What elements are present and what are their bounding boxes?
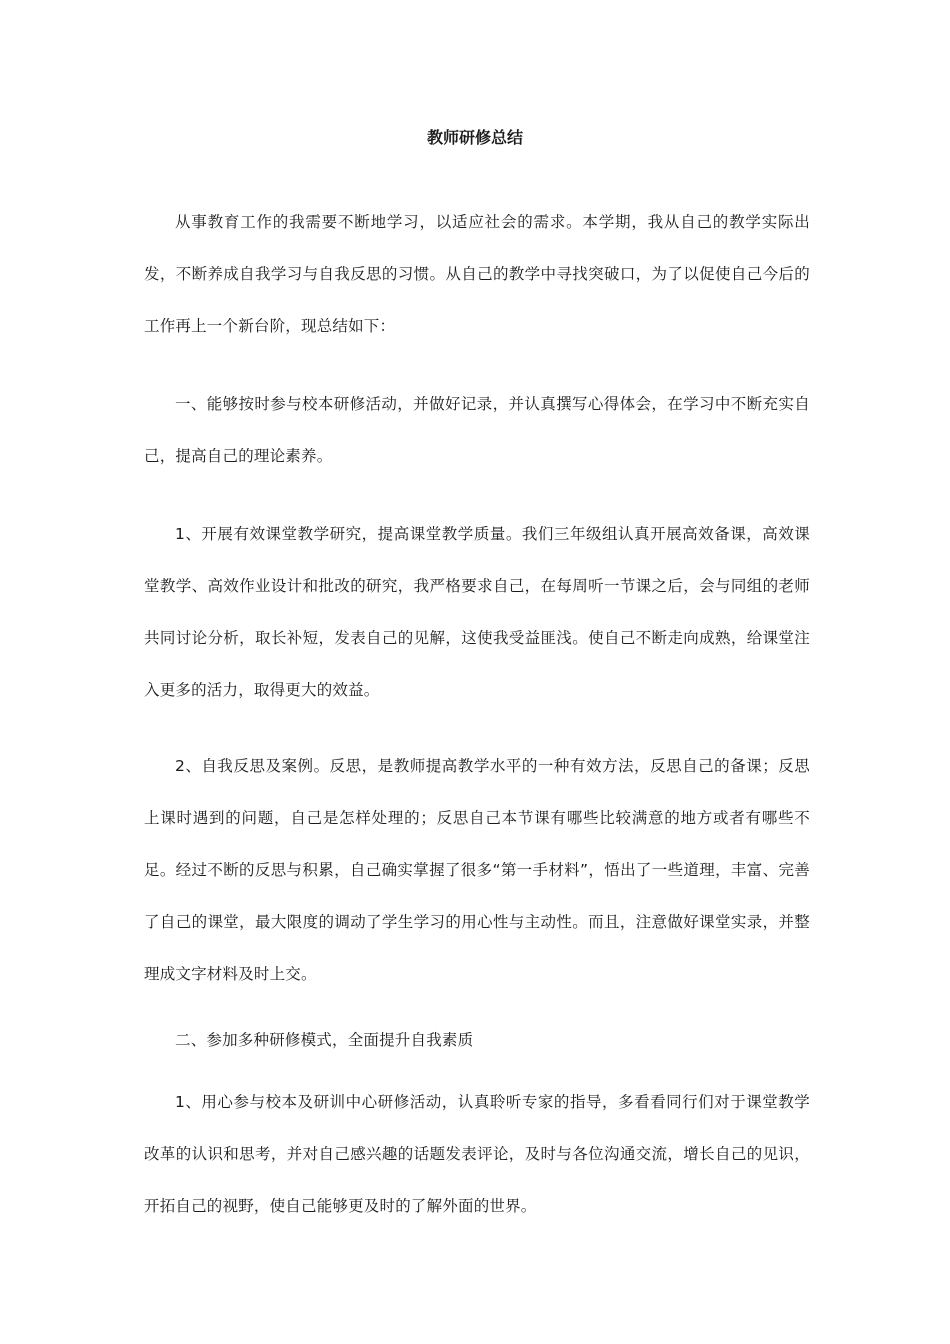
section-two-item-1-paragraph: 1、用心参与校本及研训中心研修活动，认真聆听专家的指导，多看看同行们对于课堂教学改革的认识和思考，并对自己感兴趣的话题发表评论，及时与各位沟通交流，增长自己的见识，开拓自己的视野，使自己能够更及时的了解外面的世界。 xyxy=(144,1093,810,1215)
section-one-item-1-paragraph: 1、开展有效课堂教学研究，提高课堂教学质量。我们三年级组认真开展高效备课，高效课堂教学、高效作业设计和批改的研究，我严格要求自己，在每周听一节课之后，会与同组的老师共同讨论分析，取长补短，发表自己的见解，这使我受益匪浅。使自己不断走向成熟，给课堂注入更多的活力，取得更大的效益。 xyxy=(144,525,810,699)
document-title: 教师研修总结 xyxy=(426,128,523,147)
section-one-item-2-paragraph: 2、自我反思及案例。反思，是教师提高教学水平的一种有效方法，反思自己的备课；反思上课时遇到的问题，自己是怎样处理的；反思自己本节课有哪些比较满意的地方或者有哪些不足。经过不断的反思与积累，自己确实掌握了很多“第一手材料”，悟出了一些道理，丰富、完善了自己的课堂，最大限度的调动了学生学习的用心性与主动性。而且，注意做好课堂实录，并整理成文字材料及时上交。 xyxy=(144,757,810,983)
section-one-heading-paragraph: 一、能够按时参与校本研修活动，并做好记录，并认真撰写心得体会，在学习中不断充实自己，提高自己的理论素养。 xyxy=(144,395,810,465)
intro-paragraph: 从事教育工作的我需要不断地学习，以适应社会的需求。本学期，我从自己的教学实际出发，不断养成自我学习与自我反思的习惯。从自己的教学中寻找突破口，为了以促使自己今后的工作再上一个新台阶，现总结如下： xyxy=(144,213,810,335)
section-two-heading: 二、参加多种研修模式，全面提升自我素质 xyxy=(175,1031,474,1049)
